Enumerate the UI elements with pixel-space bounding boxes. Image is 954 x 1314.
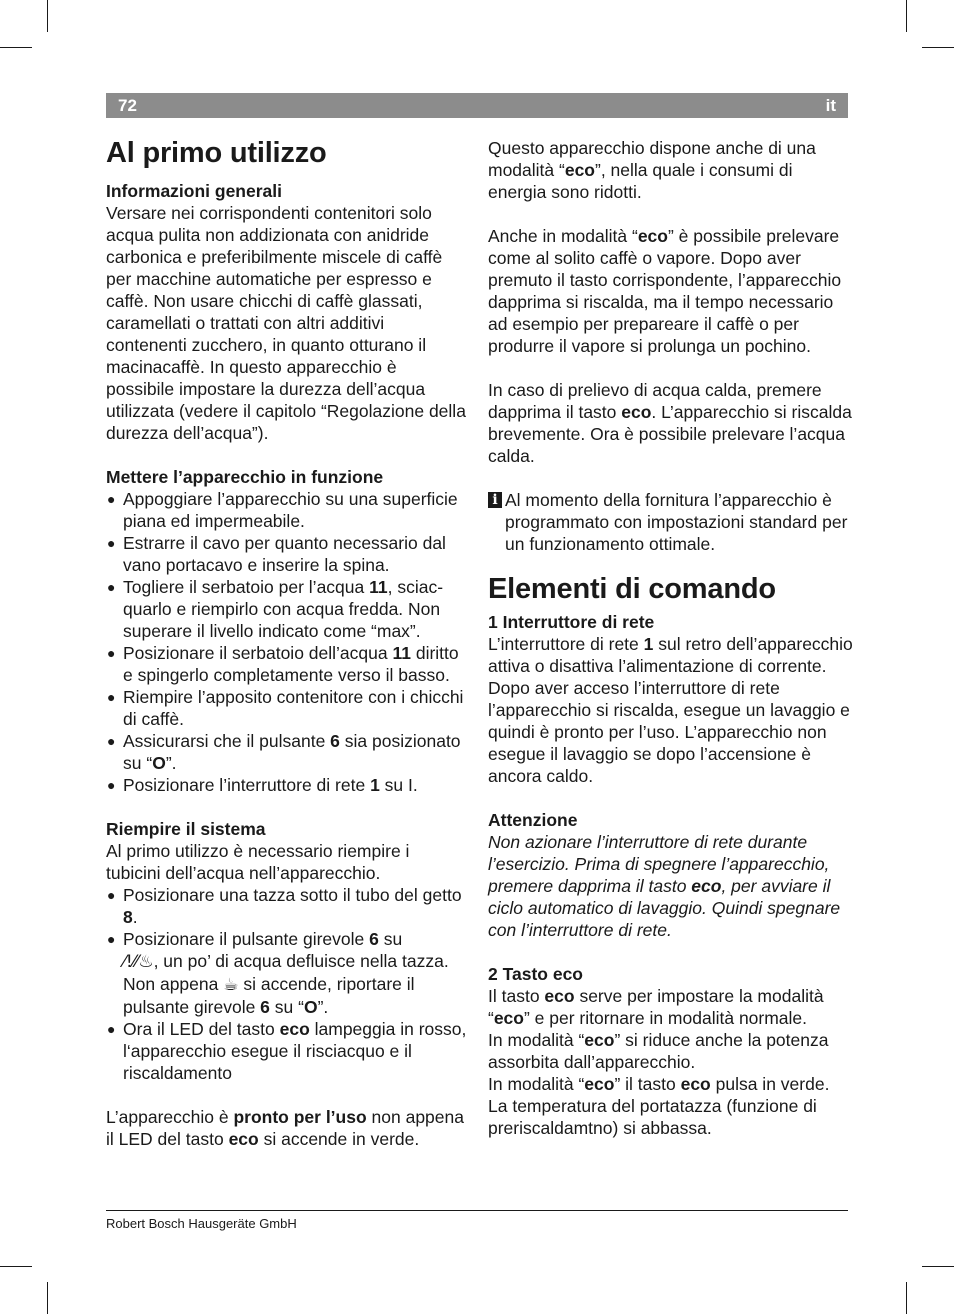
fill-list xyxy=(106,884,468,1084)
subheading-fill-system: Riempire il sistema xyxy=(106,819,266,839)
list-item: ● Posizionare l’interruttore di rete 1 su I. xyxy=(106,774,468,796)
left-column xyxy=(106,137,468,1150)
list-item: ● Togliere il serbatoio per l’acqua 11, sciacquarlo e riempirlo con acqua fredda. Non superare il livello indicato come “max”. xyxy=(106,576,468,642)
crop-mark xyxy=(922,47,954,48)
section-title-controls: Elementi di comando xyxy=(488,573,776,605)
crop-mark xyxy=(0,1266,32,1267)
info-note-text: Al momento della fornitura l’apparecchio è programmato con impostazioni standard per un funzionamento ottimale. xyxy=(505,490,848,554)
eco-button-text-2: In modalità “eco” si riduce anche la potenza assorbita dall’apparecchio. xyxy=(488,1030,829,1072)
ready-text: L’apparecchio è pronto per l’uso non appena il LED del tasto eco si accende in verde. xyxy=(106,1107,464,1149)
crop-mark xyxy=(47,0,48,32)
cup-icon: ☕ xyxy=(223,975,239,995)
language-code: it xyxy=(825,96,836,115)
eco-mode-coffee-paragraph: Anche in modalità “eco” è possibile prelevare come al solito caffè o vapore. Dopo aver premuto il tasto corrispondente, l’apparecchio dapprima si riscalda, ma il tempo necessario ad esempio per prepareare il caffè o per produrre il vapore si prolunga un pochino. xyxy=(488,226,842,356)
general-info-text: Versare nei corrispondenti contenitori solo acqua pulita non addizionata con anidride carbonica e preferibilmente miscele di caffè per macchine automatiche per espresso e caffè. Non usare chicchi di caffè glassati, caramellati o trattati con altri additivi contenenti zucchero, in quanto otturano il macinacaffè. In questo apparecchio è possibile impostare la durezza dell’acqua utilizzata (vedere il capitolo “Regolazione della durezza dell’acqua”). xyxy=(106,203,466,443)
fill-intro: Al primo utilizzo è necessario riempire i tubicini dell’acqua nell’apparecchio. xyxy=(106,841,410,883)
crop-mark xyxy=(47,1282,48,1314)
footer-rule xyxy=(106,1210,848,1211)
list-item: ● Appoggiare l’apparecchio su una superficie piana ed impermeabile. xyxy=(106,488,468,532)
right-column xyxy=(488,137,853,1139)
subheading-attention: Attenzione xyxy=(488,810,578,830)
subheading-power-switch: 1 Interruttore di rete xyxy=(488,612,655,632)
crop-mark xyxy=(0,47,32,48)
list-item: ● Posizionare una tazza sotto il tubo del getto 8. xyxy=(106,884,468,928)
list-item: ● Assicurarsi che il pulsante 6 sia posizionato su “O”. xyxy=(106,730,468,774)
list-item: ● Ora il LED del tasto eco lampeggia in rosso, l‘apparecchio esegue il risciacquo e il riscaldamento xyxy=(106,1018,468,1084)
eco-button-text-1: Il tasto eco serve per impostare la modalità “eco” e per ritornare in modalità normale. xyxy=(488,986,824,1028)
page-header-bar xyxy=(106,93,848,118)
list-item: ● Estrarre il cavo per quanto necessario dal vano portacavo e inserire la spina. xyxy=(106,532,468,576)
crop-mark xyxy=(906,0,907,32)
hot-water-steam-symbol: ⁄!⁄⁄♨ xyxy=(123,952,154,972)
power-switch-text-2: Dopo aver acceso l’interruttore di rete l’apparecchio si riscalda, esegue un lavaggio e quindi è pronto per l’uso. L’apparecchio non esegue il lavaggio se dopo l’accensione è ancora caldo. xyxy=(488,678,850,786)
eco-button-text-3: In modalità “eco” il tasto eco pulsa in verde. La temperatura del portatazza (funzione di preriscaldamtno) si abbassa. xyxy=(488,1074,830,1138)
power-switch-text: L’interruttore di rete 1 sul retro dell’apparecchio attiva o disattiva l’alimentazione di corrente. xyxy=(488,634,853,676)
attention-text: Non azionare l’interruttore di rete durante l’esercizio. Prima di spegnere l’apparecchio, premere dapprima il tasto eco, per avviare il ciclo automatico di lavaggio. Quindi spegnare con l’interruttore di rete. xyxy=(488,832,841,940)
crop-mark xyxy=(906,1282,907,1314)
list-item: ● Posizionare il serbatoio dell’acqua 11 diritto e spingerlo completamente verso il basso. xyxy=(106,642,468,686)
info-icon: i xyxy=(488,492,502,508)
page-number: 72 xyxy=(118,96,137,115)
subheading-general-info: Informazioni generali xyxy=(106,181,282,201)
crop-mark xyxy=(922,1266,954,1267)
setup-list xyxy=(106,488,468,796)
info-note xyxy=(488,489,853,555)
list-item: ● Riempire l’apposito contenitore con i chicchi di caffè. xyxy=(106,686,468,730)
section-title-first-use: Al primo utilizzo xyxy=(106,137,327,169)
subheading-setup: Mettere l’apparecchio in funzione xyxy=(106,467,384,487)
subheading-eco-button: 2 Tasto eco xyxy=(488,964,583,984)
list-item: ● Posizionare il pulsante girevole 6 su ⁄!⁄⁄♨, un po’ di acqua defluisce nella tazza. Non appena ☕ si accende, riportare il pulsante girevole 6 su “O”. xyxy=(106,928,468,1018)
eco-mode-paragraph: Questo apparecchio dispone anche di una modalità “eco”, nella quale i consumi di energia sono ridotti. xyxy=(488,138,816,202)
footer-company: Robert Bosch Hausgeräte GmbH xyxy=(106,1216,297,1231)
hot-water-paragraph: In caso di prelievo di acqua calda, premere dapprima il tasto eco. L’apparecchio si riscalda brevemente. Ora è possibile prelevare l’acqua calda. xyxy=(488,380,852,466)
